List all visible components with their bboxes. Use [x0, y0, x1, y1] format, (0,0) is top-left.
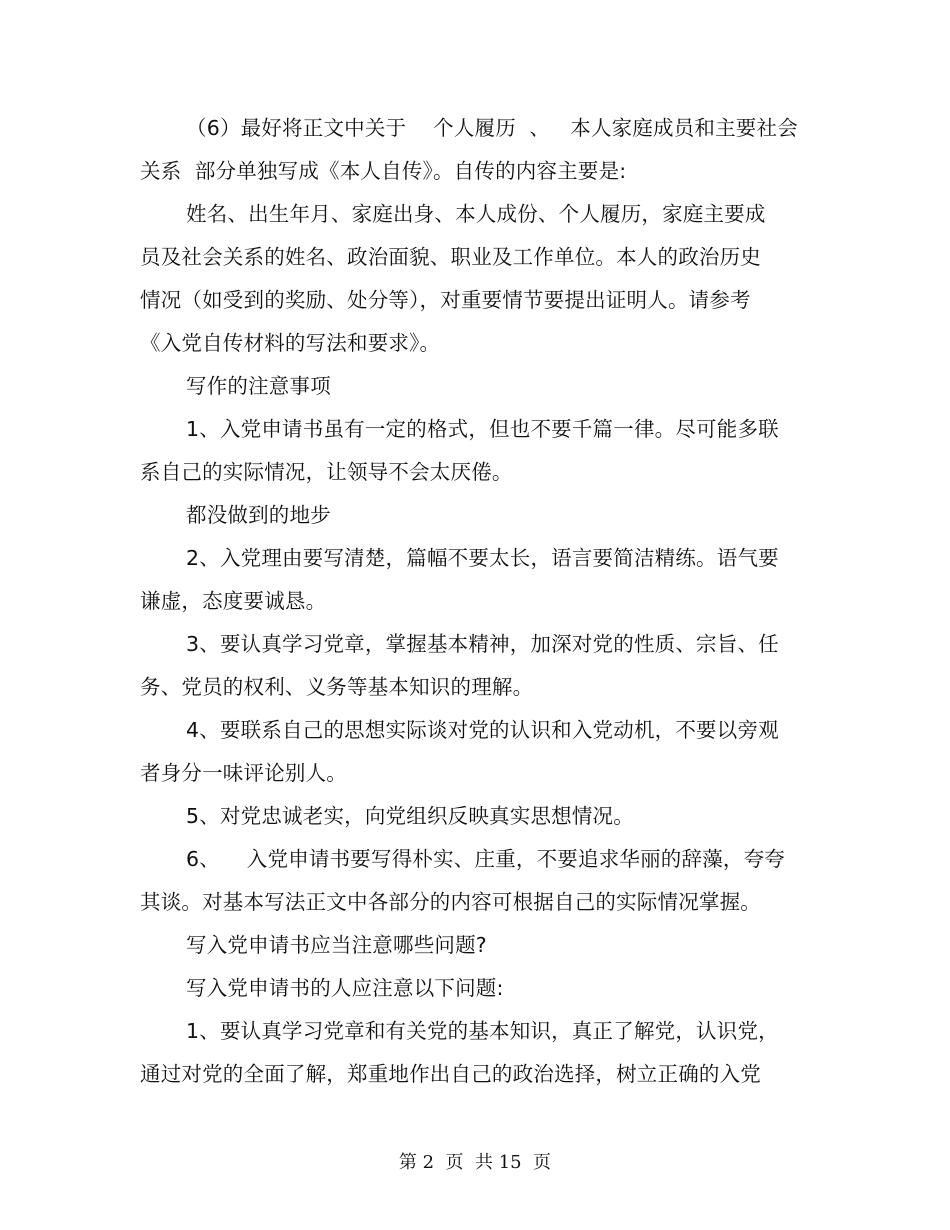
text-line-14: 务、党员的权利、义务等基本知识的理解。	[140, 675, 534, 699]
text-line-17: 5、对党忠诚老实，向党组织反映真实思想情况。	[186, 804, 634, 828]
text-line-4: 员及社会关系的姓名、政治面貌、职业及工作单位。本人的政治历史	[140, 245, 761, 269]
text-line-19: 其谈。对基本写法正文中各部分的内容可根据自己的实际情况掌握。	[140, 890, 761, 914]
text-line-16: 者身分一味评论别人。	[140, 761, 347, 785]
text-line-23: 通过对党的全面了解，郑重地作出自己的政治选择，树立正确的入党	[140, 1062, 761, 1086]
text-line-18: 6、 入党申请书要写得朴实、庄重，不要追求华丽的辞藻，夸夸	[186, 847, 786, 871]
section-heading-questions: 写入党申请书应当注意哪些问题?	[186, 933, 487, 957]
text-line-2: 关系 部分单独写成《本人自传》。自传的内容主要是:	[140, 159, 627, 183]
text-line-5: 情况（如受到的奖励、处分等），对重要情节要提出证明人。请参考	[140, 288, 751, 312]
text-line-8: 1、入党申请书虽有一定的格式，但也不要千篇一律。尽可能多联	[186, 417, 779, 441]
text-line-9: 系自己的实际情况，让领导不会太厌倦。	[140, 460, 513, 484]
text-line-13: 3、要认真学习党章，掌握基本精神，加深对党的性质、宗旨、任	[186, 632, 779, 656]
text-line-10: 都没做到的地步	[186, 503, 331, 527]
text-line-11: 2、入党理由要写清楚，篇幅不要太长，语言要简洁精练。语气要	[186, 546, 779, 570]
page-footer: 第 2 页 共 15 页	[398, 1152, 552, 1173]
text-line-12: 谦虚，态度要诚恳。	[140, 589, 327, 613]
text-line-22: 1、要认真学习党章和有关党的基本知识，真正了解党，认识党，	[186, 1019, 779, 1043]
text-line-1: （6）最好将正文中关于 个人履历 、 本人家庭成员和主要社会	[186, 116, 798, 140]
text-line-3: 姓名、出生年月、家庭出身、本人成份、个人履历，家庭主要成	[186, 202, 766, 226]
text-line-6: 《入党自传材料的写法和要求》。	[140, 331, 441, 355]
text-line-15: 4、要联系自己的思想实际谈对党的认识和入党动机，不要以旁观	[186, 718, 779, 742]
text-line-21: 写入党申请书的人应注意以下问题:	[186, 976, 504, 1000]
section-heading-writing-notes: 写作的注意事项	[186, 374, 331, 398]
